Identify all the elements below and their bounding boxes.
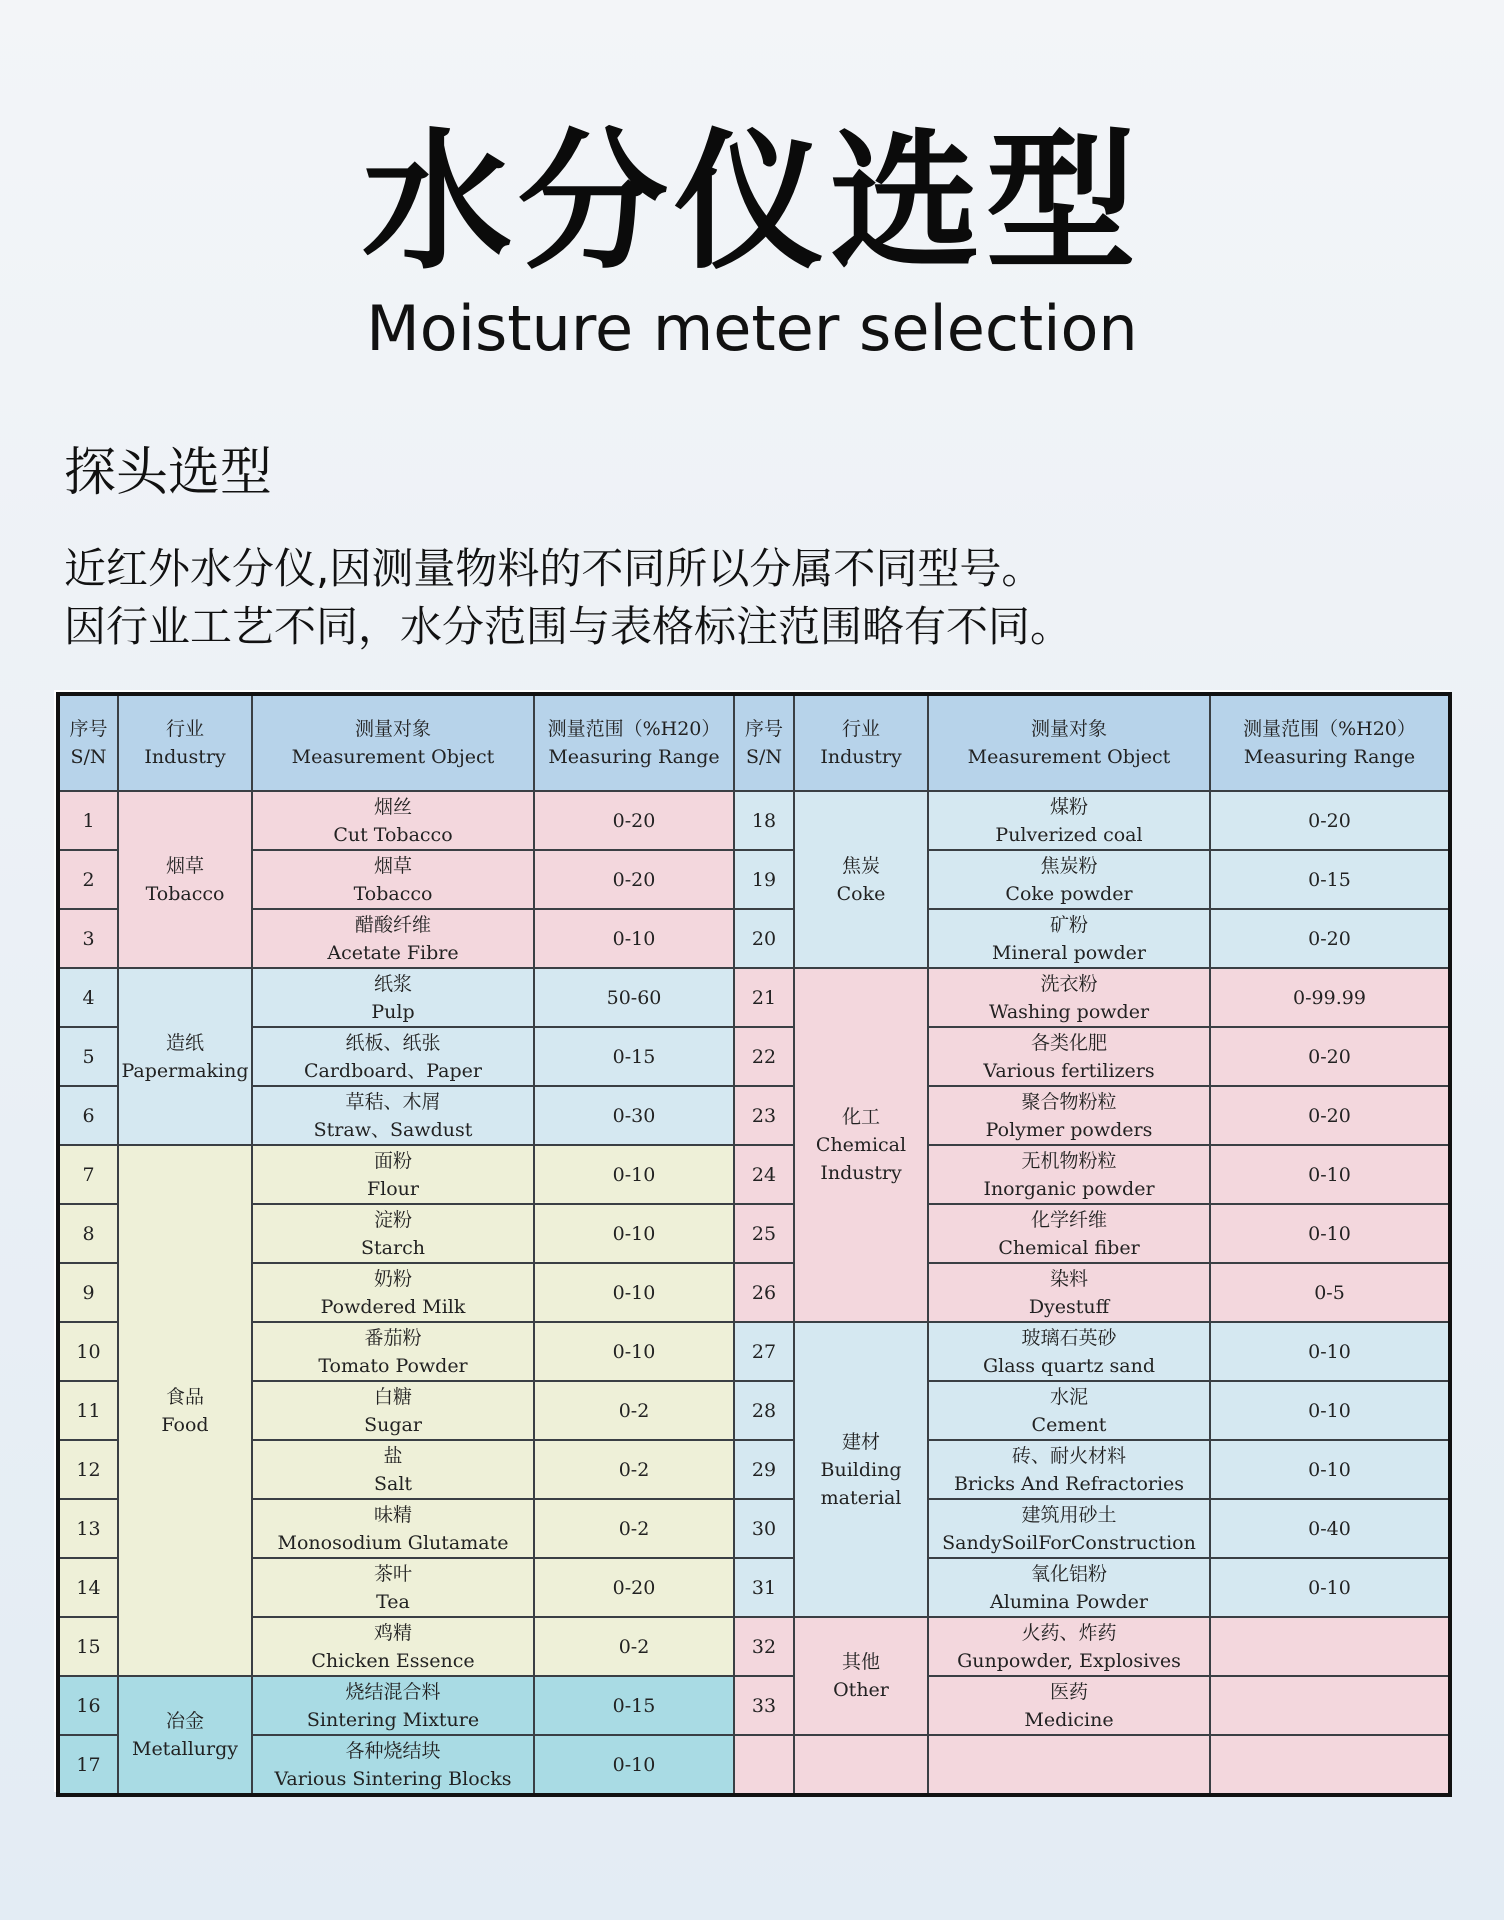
table-row — [58, 1676, 1450, 1735]
description-line: 因行业工艺不同，水分范围与表格标注范围略有不同。 — [64, 602, 1073, 651]
sn-cell: 26 — [734, 1263, 794, 1322]
range-cell: 0-10 — [534, 1322, 734, 1381]
object-cell: 矿粉 Mineral powder — [928, 909, 1210, 968]
sn-cell: 17 — [58, 1735, 118, 1795]
object-cell: 番茄粉 Tomato Powder — [252, 1322, 534, 1381]
sn-cell: 5 — [58, 1027, 118, 1086]
object-cell: 化学纤维 Chemical fiber — [928, 1204, 1210, 1263]
object-cell: 茶叶 Tea — [252, 1558, 534, 1617]
object-cell: 火药、炸药 Gunpowder, Explosives — [928, 1617, 1210, 1676]
sn-cell: 3 — [58, 909, 118, 968]
table-row — [58, 909, 1450, 968]
object-cell: 烟丝 Cut Tobacco — [252, 791, 534, 850]
range-cell: 0-20 — [1210, 909, 1450, 968]
range-cell: 0-10 — [1210, 1322, 1450, 1381]
sn-cell: 23 — [734, 1086, 794, 1145]
table-row — [58, 1204, 1450, 1263]
object-cell: 聚合物粉粒 Polymer powders — [928, 1086, 1210, 1145]
object-cell: 面粉 Flour — [252, 1145, 534, 1204]
header-sn: 序号 S/N — [734, 694, 794, 791]
header-sn: 序号 S/N — [58, 694, 118, 791]
table-row — [58, 850, 1450, 909]
sn-cell: 14 — [58, 1558, 118, 1617]
page-subtitle: Moisture meter selection — [366, 292, 1138, 365]
header-range: 测量范围（%H20） Measuring Range — [1210, 694, 1450, 791]
range-cell: 0-2 — [534, 1499, 734, 1558]
sn-cell: 22 — [734, 1027, 794, 1086]
sn-cell: 15 — [58, 1617, 118, 1676]
range-cell: 0-5 — [1210, 1263, 1450, 1322]
table-row — [58, 968, 1450, 1027]
sn-cell: 18 — [734, 791, 794, 850]
empty-cell — [734, 1735, 794, 1795]
sn-cell: 28 — [734, 1381, 794, 1440]
range-cell: 0-2 — [534, 1617, 734, 1676]
object-cell: 味精 Monosodium Glutamate — [252, 1499, 534, 1558]
object-cell: 淀粉 Starch — [252, 1204, 534, 1263]
sn-cell: 1 — [58, 791, 118, 850]
header-range: 测量范围（%H20） Measuring Range — [534, 694, 734, 791]
empty-cell — [928, 1735, 1210, 1795]
object-cell: 烟草 Tobacco — [252, 850, 534, 909]
range-cell: 0-15 — [1210, 850, 1450, 909]
object-cell: 纸浆 Pulp — [252, 968, 534, 1027]
sn-cell: 12 — [58, 1440, 118, 1499]
sn-cell: 7 — [58, 1145, 118, 1204]
industry-cell-coke: 焦炭 Coke — [794, 791, 928, 968]
range-cell: 0-2 — [534, 1381, 734, 1440]
table-row — [58, 1145, 1450, 1204]
header-industry: 行业 Industry — [118, 694, 252, 791]
range-cell: 0-15 — [534, 1676, 734, 1735]
object-cell: 醋酸纤维 Acetate Fibre — [252, 909, 534, 968]
industry-cell-building: 建材 Building material — [794, 1322, 928, 1617]
range-cell: 0-15 — [534, 1027, 734, 1086]
object-cell: 鸡精 Chicken Essence — [252, 1617, 534, 1676]
range-cell: 0-10 — [1210, 1204, 1450, 1263]
range-cell: 0-2 — [534, 1440, 734, 1499]
sn-cell: 13 — [58, 1499, 118, 1558]
sn-cell: 29 — [734, 1440, 794, 1499]
industry-cell-food: 食品 Food — [118, 1145, 252, 1676]
header-industry: 行业 Industry — [794, 694, 928, 791]
range-cell: 0-40 — [1210, 1499, 1450, 1558]
description — [64, 540, 1072, 656]
sn-cell: 10 — [58, 1322, 118, 1381]
industry-cell-chemical: 化工 Chemical Industry — [794, 968, 928, 1322]
range-cell: 0-10 — [534, 1145, 734, 1204]
range-cell: 0-10 — [1210, 1145, 1450, 1204]
range-cell: 50-60 — [534, 968, 734, 1027]
range-cell: 0-20 — [1210, 791, 1450, 850]
table-header-row — [58, 694, 1450, 791]
table-row — [58, 1381, 1450, 1440]
object-cell: 煤粉 Pulverized coal — [928, 791, 1210, 850]
sn-cell: 4 — [58, 968, 118, 1027]
sn-cell: 31 — [734, 1558, 794, 1617]
industry-cell-metallurgy: 冶金 Metallurgy — [118, 1676, 252, 1795]
object-cell: 建筑用砂土 SandySoilForConstruction — [928, 1499, 1210, 1558]
range-cell — [1210, 1676, 1450, 1735]
sn-cell: 25 — [734, 1204, 794, 1263]
sn-cell: 9 — [58, 1263, 118, 1322]
table-row — [58, 1558, 1450, 1617]
sn-cell: 24 — [734, 1145, 794, 1204]
range-cell — [1210, 1617, 1450, 1676]
object-cell: 奶粉 Powdered Milk — [252, 1263, 534, 1322]
sn-cell: 6 — [58, 1086, 118, 1145]
industry-cell-tobacco: 烟草 Tobacco — [118, 791, 252, 968]
object-cell: 染料 Dyestuff — [928, 1263, 1210, 1322]
table-row — [58, 1086, 1450, 1145]
sn-cell: 19 — [734, 850, 794, 909]
sn-cell: 8 — [58, 1204, 118, 1263]
range-cell: 0-20 — [1210, 1027, 1450, 1086]
header-object: 测量对象 Measurement Object — [928, 694, 1210, 791]
object-cell: 纸板、纸张 Cardboard、Paper — [252, 1027, 534, 1086]
object-cell: 盐 Salt — [252, 1440, 534, 1499]
range-cell: 0-20 — [534, 850, 734, 909]
empty-cell — [1210, 1735, 1450, 1795]
table-row — [58, 1735, 1450, 1795]
section-heading: 探头选型 — [64, 443, 273, 503]
range-cell: 0-10 — [534, 1263, 734, 1322]
range-cell: 0-10 — [1210, 1381, 1450, 1440]
range-cell: 0-10 — [1210, 1558, 1450, 1617]
object-cell: 各类化肥 Various fertilizers — [928, 1027, 1210, 1086]
table-row — [58, 1322, 1450, 1381]
range-cell: 0-20 — [534, 1558, 734, 1617]
range-cell: 0-10 — [534, 1735, 734, 1795]
sn-cell: 27 — [734, 1322, 794, 1381]
table-row — [58, 791, 1450, 850]
object-cell: 各种烧结块 Various Sintering Blocks — [252, 1735, 534, 1795]
selection-table-container — [54, 690, 1450, 1792]
description-line: 近红外水分仪,因测量物料的不同所以分属不同型号。 — [64, 544, 1044, 593]
sn-cell: 32 — [734, 1617, 794, 1676]
sn-cell: 16 — [58, 1676, 118, 1735]
range-cell: 0-10 — [534, 909, 734, 968]
sn-cell: 20 — [734, 909, 794, 968]
sn-cell: 33 — [734, 1676, 794, 1735]
range-cell: 0-10 — [1210, 1440, 1450, 1499]
industry-cell-papermaking: 造纸 Papermaking — [118, 968, 252, 1145]
range-cell: 0-20 — [534, 791, 734, 850]
table-row — [58, 1027, 1450, 1086]
object-cell: 焦炭粉 Coke powder — [928, 850, 1210, 909]
sn-cell: 11 — [58, 1381, 118, 1440]
table-row — [58, 1617, 1450, 1676]
sn-cell: 21 — [734, 968, 794, 1027]
header-object: 测量对象 Measurement Object — [252, 694, 534, 791]
object-cell: 洗衣粉 Washing powder — [928, 968, 1210, 1027]
object-cell: 水泥 Cement — [928, 1381, 1210, 1440]
page-title: 水分仪选型 — [361, 116, 1142, 290]
sn-cell: 30 — [734, 1499, 794, 1558]
sn-cell: 2 — [58, 850, 118, 909]
range-cell: 0-10 — [534, 1204, 734, 1263]
table-row — [58, 1499, 1450, 1558]
industry-cell-other: 其他 Other — [794, 1617, 928, 1735]
object-cell: 草秸、木屑 Straw、Sawdust — [252, 1086, 534, 1145]
object-cell: 氧化铝粉 Alumina Powder — [928, 1558, 1210, 1617]
object-cell: 医药 Medicine — [928, 1676, 1210, 1735]
object-cell: 烧结混合料 Sintering Mixture — [252, 1676, 534, 1735]
object-cell: 砖、耐火材料 Bricks And Refractories — [928, 1440, 1210, 1499]
object-cell: 无机物粉粒 Inorganic powder — [928, 1145, 1210, 1204]
range-cell: 0-99.99 — [1210, 968, 1450, 1027]
empty-cell — [794, 1735, 928, 1795]
range-cell: 0-20 — [1210, 1086, 1450, 1145]
table-row — [58, 1263, 1450, 1322]
object-cell: 玻璃石英砂 Glass quartz sand — [928, 1322, 1210, 1381]
object-cell: 白糖 Sugar — [252, 1381, 534, 1440]
selection-table — [56, 692, 1452, 1797]
table-row — [58, 1440, 1450, 1499]
range-cell: 0-30 — [534, 1086, 734, 1145]
